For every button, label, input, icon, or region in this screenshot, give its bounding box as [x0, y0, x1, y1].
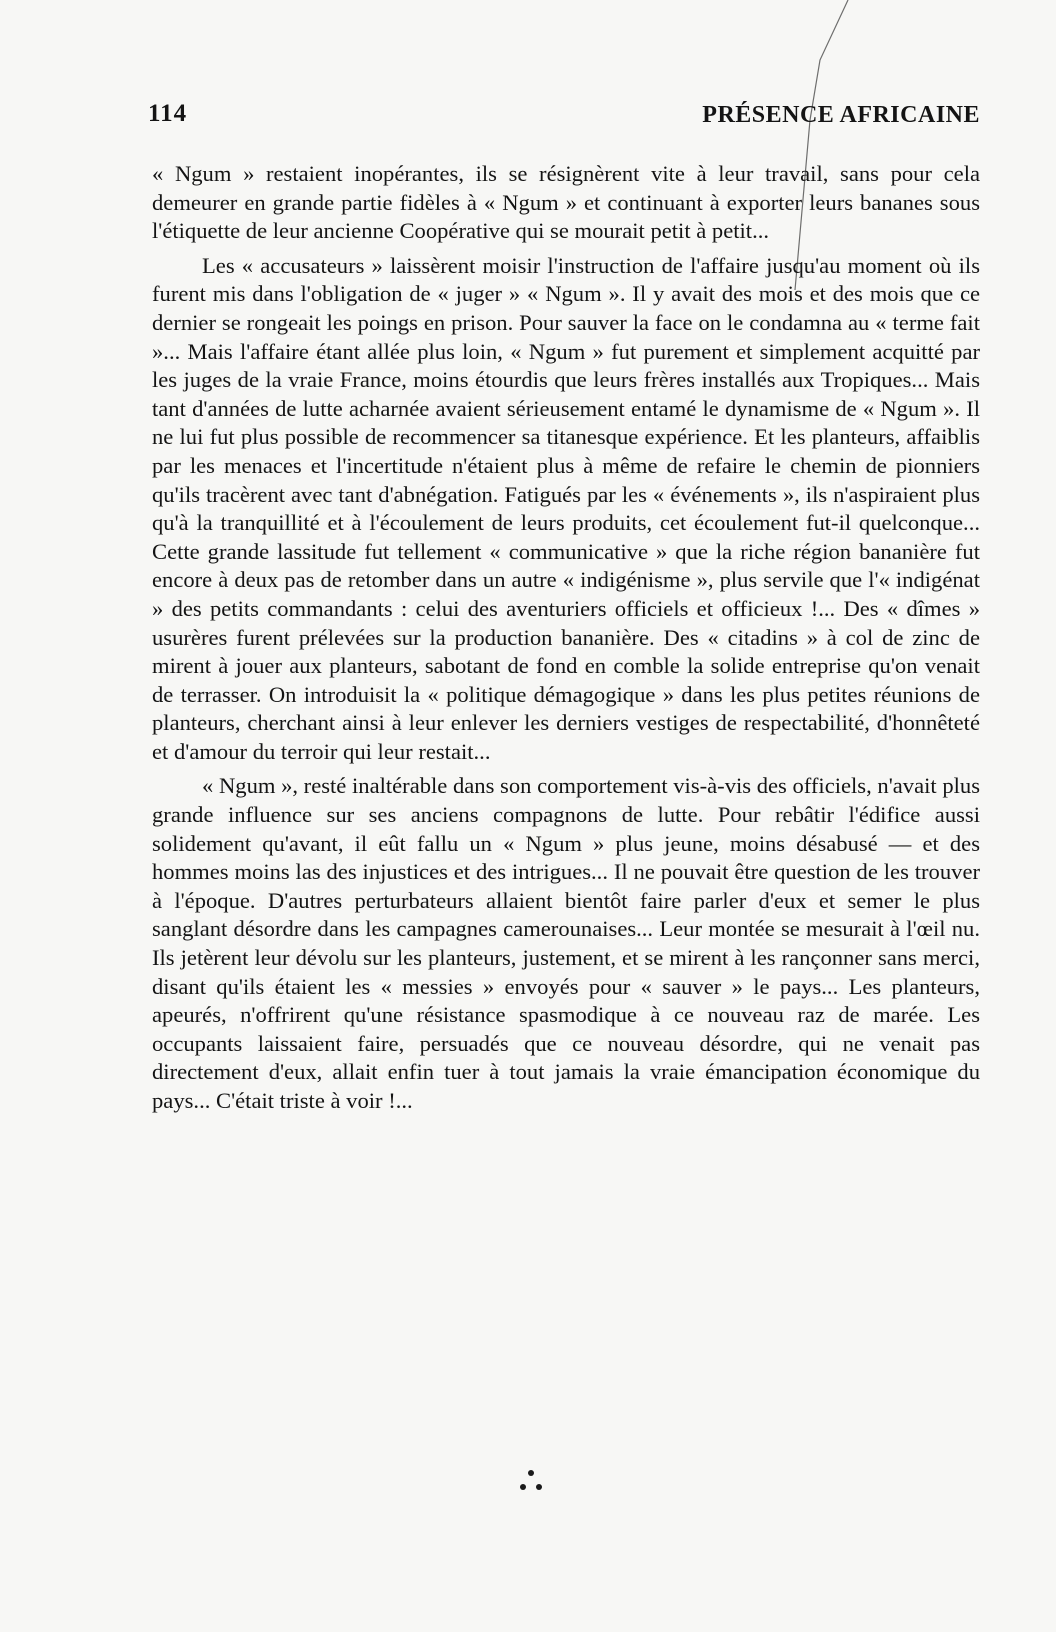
body-text	[152, 160, 980, 1116]
section-ornament	[520, 1468, 560, 1508]
paragraph-3: « Ngum », resté inaltérable dans son comportement vis-à-vis des officiels, n'avait plus grande influence sur ses anciens compagnons de lutte. Pour rebâtir l'édifice aussi solidement qu'avant, il eût fallu un « Ngum » plus jeune, moins désabusé — et des hommes moins las des injustices et des intrigues... Il ne pouvait être question de les trouver à l'époque. D'autres perturbateurs allaient bientôt faire parler d'eux et semer le plus sanglant désordre dans les campagnes camerounaises... Leur montée se mesurait à l'œil nu. Ils jetèrent leur dévolu sur les planteurs, justement, et se mirent à les rançonner sans merci, disant qu'ils étaient les « messies » envoyés pour « sauver » le pays... Les planteurs, apeurés, n'offrirent qu'une résistance spasmodique à ce nouveau raz de marée. Les occupants laissaient faire, persuadés que ce nouveau désordre, qui ne venait pas directement d'eux, allait enfin tuer à tout jamais la vraie émancipation économique du pays... C'était triste à voir !...	[152, 773, 980, 1113]
page-header	[148, 100, 980, 136]
running-title: PRÉSENCE AFRICAINE	[702, 102, 980, 128]
ornament-dot-top	[528, 1470, 534, 1476]
ornament-dot-left	[520, 1484, 526, 1490]
page-number: 114	[148, 100, 188, 127]
paragraph-2: Les « accusateurs » laissèrent moisir l'instruction de l'affaire jusqu'au moment où ils furent mis dans l'obligation de « juger » « Ngum ». Il y avait des mois et des mois que ce dernier se rongeait les poings en prison. Pour sauver la face on le condamna au « terme fait »... Mais l'affaire étant allée plus loin, « Ngum » fut purement et simplement acquitté par les juges de la vraie France, moins étourdis que leurs frères installés aux Tropiques... Mais tant d'années de lutte acharnée avaient sérieusement entamé le dynamisme de « Ngum ». Il ne lui fut plus possible de recommencer sa titanesque expérience. Et les planteurs, affaiblis par les menaces et l'incertitude n'étaient plus à même de refaire le chemin de pionniers qu'ils tracèrent avec tant d'abnégation. Fatigués par les « événements », ils n'aspiraient plus qu'à la tranquillité et à l'écoulement de leurs produits, cet écoulement fut-il quelconque... Cette grande lassitude fut tellement « communicative » que la riche région bananière fut encore à deux pas de retomber dans un autre « indigénisme », plus servile que l'« indigénat » des petits commandants : celui des aventuriers officiels et officieux !... Des « dîmes » usurères furent prélevées sur la production bananière. Des « citadins » à col de zinc de mirent à jouer aux planteurs, sabotant de fond en comble la solide entreprise qu'on venait de terrasser. On introduisit la « politique démagogique » dans les plus petites réunions de planteurs, cherchant ainsi à leur enlever les derniers vestiges de respectabilité, d'honnêteté et d'amour du terroir qui leur restait...	[152, 252, 980, 764]
ornament-dot-right	[536, 1484, 542, 1490]
paragraph-1: « Ngum » restaient inopérantes, ils se résignèrent vite à leur travail, sans pour cela demeurer en grande partie fidèles à « Ngum » et continuant à exporter leurs bananes sous l'étiquette de leur ancienne Coopérative qui se mourait petit à petit...	[152, 161, 980, 244]
